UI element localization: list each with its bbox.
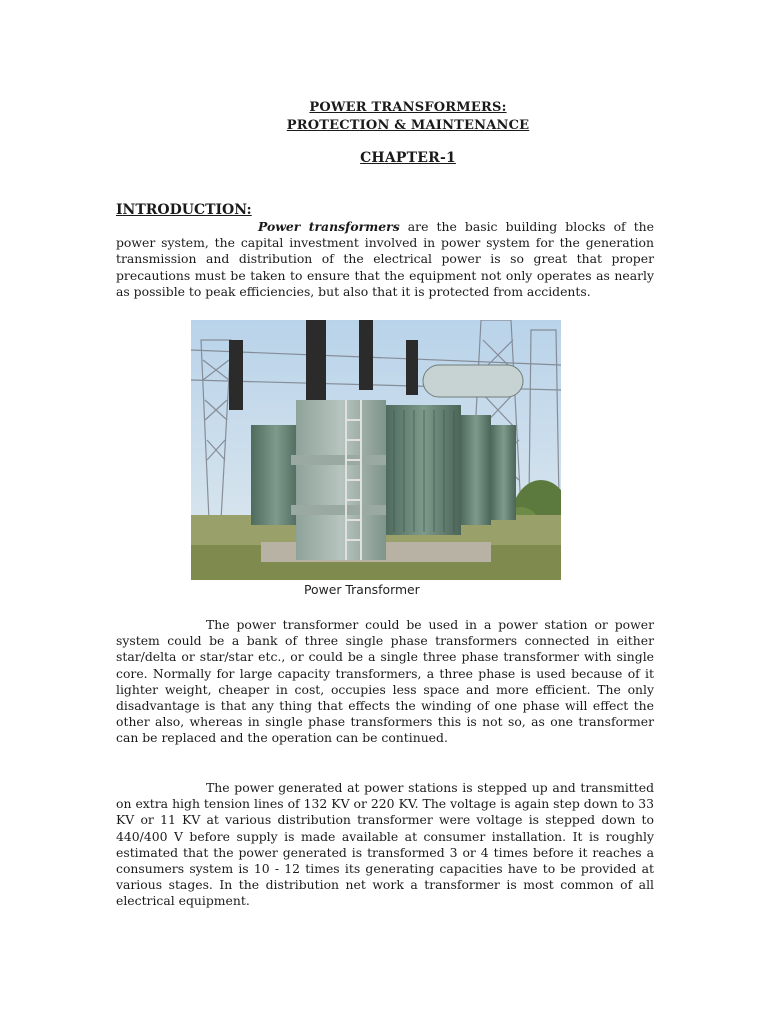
chapter-heading: CHAPTER-1 (360, 150, 456, 166)
power-transformer-photo (191, 320, 561, 580)
figure-caption: Power Transformer (304, 582, 420, 597)
body-paragraph-1: The power transformer could be used in a power station or power system could be a bank of three single phase transformers connected in either star/delta or star/star etc., or could be a single three phase transformer with single core. Normally for large capacity transformers, a three phase is used because of it lighter weight, cheaper in cost, occupies less space and more efficient. The only disadvantage is that any thing that effects the winding of one phase will effect the other also, whereas in single phase transformers this is not so, as one transformer can be replaced and the operation can be continued. (116, 617, 654, 746)
introduction-paragraph-text: are the basic building blocks of the power system, the capital investment involved in power system for the generation transmission and distribution of the electrical power is so great that proper precautions must be taken to ensure that the equipment not only operates as nearly as possible to peak efficiencies, but also that it is protected from accidents. (116, 219, 654, 299)
title-line-1: POWER TRANSFORMERS: (309, 100, 507, 115)
introduction-paragraph (116, 219, 654, 300)
introduction-heading: INTRODUCTION: (116, 202, 252, 218)
title-line-2: PROTECTION & MAINTENANCE (286, 118, 530, 133)
body-paragraph-2: The power generated at power stations is stepped up and transmitted on extra high tension lines of 132 KV or 220 KV. The voltage is again step down to 33 KV or 11 KV at various distribution transformer were voltage is stepped down to 440/400 V before supply is made available at consumer installation. It is roughly estimated that the power generated is transformed 3 or 4 times before it reaches a consumers system is 10 - 12 times its generating capacities have to be provided at various stages. In the distribution net work a transformer is most common of all electrical equipment. (116, 780, 654, 909)
lead-term: Power transformers (258, 219, 400, 234)
